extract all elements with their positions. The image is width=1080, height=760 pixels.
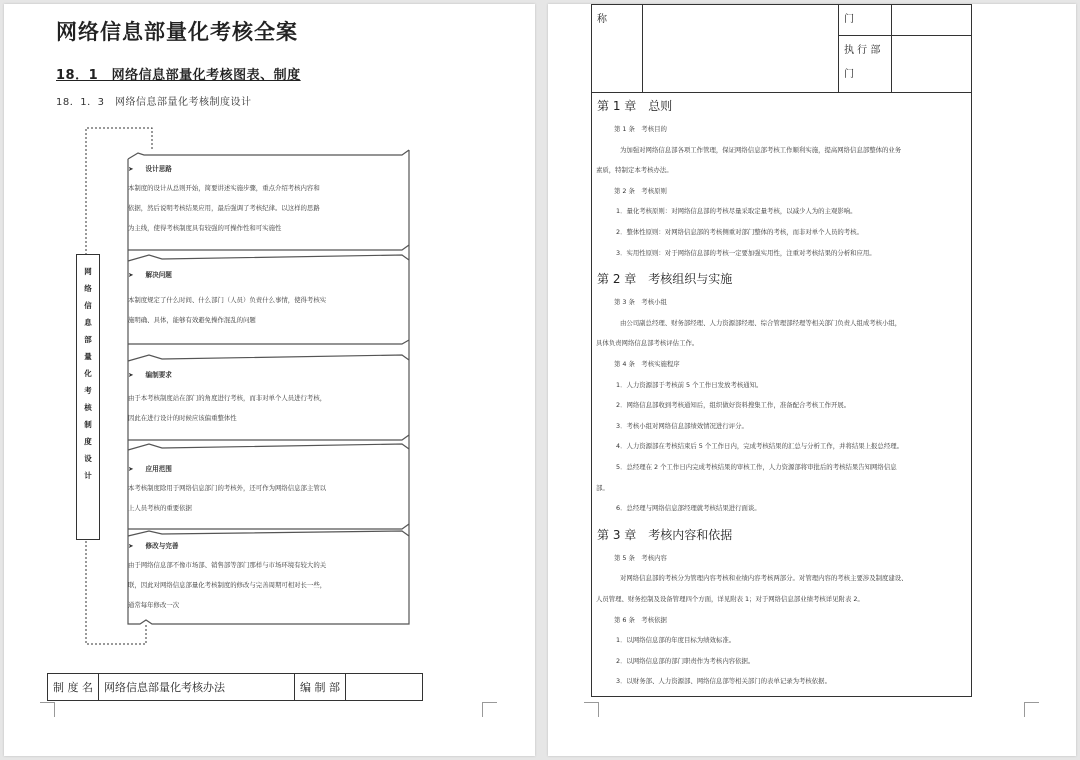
- crop-mark: [1024, 702, 1039, 717]
- body-line: 2．以网络信息部的部门职责作为考核内容依据。: [616, 656, 755, 665]
- body-line: 为加强对网络信息部各项工作管理，保证网络信息部考核工作顺利实施，提高网络信息部整体的业务: [620, 145, 902, 154]
- card-requirements: [128, 366, 404, 428]
- side-label-char: 考: [84, 386, 92, 395]
- crop-mark: [482, 702, 497, 717]
- arrow-icon: ➤: [128, 271, 134, 279]
- card-design-approach: [128, 160, 404, 238]
- body-line: 素质，特制定本考核办法。: [596, 166, 673, 175]
- article-heading: 第 5 条 考核内容: [614, 553, 667, 562]
- form-label-name: 制 度 名: [48, 674, 99, 701]
- form-value-name: 网络信息部量化考核办法: [99, 674, 295, 701]
- table-cell-empty: [643, 5, 839, 93]
- card-line: 由于网络信息部不像市场部、销售部等部门那样与市场环境有较大的关: [128, 561, 327, 569]
- card-revision: [128, 537, 404, 615]
- body-line: 2．网络信息部收到考核通知后，组织做好资料搜集工作，准备配合考核工作开展。: [616, 401, 851, 410]
- document-page-left: [4, 4, 535, 756]
- card-line: 通常每年修改一次: [128, 601, 180, 609]
- arrow-icon: ➤: [128, 542, 134, 550]
- regulation-header-table: [591, 4, 972, 93]
- body-line: 5．总经理在 2 个工作日内完成考核结果的审核工作，人力资源部将审批后的考核结果告知网络信息: [616, 463, 897, 471]
- regulation-body: [591, 91, 972, 697]
- body-line: 由公司副总经理、财务部经理、人力资源部经理、综合管理部经理等相关部门负责人组成考核小组，: [620, 318, 902, 327]
- card-problems-solved: [128, 266, 404, 330]
- side-label-char: 网: [84, 267, 92, 276]
- exec-dept-line: 门: [844, 69, 854, 80]
- arrow-icon: ➤: [128, 465, 134, 473]
- card-heading: 修改与完善: [145, 542, 179, 550]
- section-title: 18．1 网络信息部量化考核图表、制度: [56, 68, 301, 83]
- table-cell-empty: [892, 5, 972, 36]
- card-heading: 编制要求: [145, 371, 172, 379]
- article-heading: 第 4 条 考核实施程序: [614, 360, 680, 368]
- subsection-title: 18．1．3 网络信息部量化考核制度设计: [56, 97, 252, 108]
- card-line: 本考核制度除用于网络信息部门的考核外，还可作为网络信息部主管以: [128, 484, 327, 492]
- document-title: 网络信息部量化考核全案: [56, 20, 298, 44]
- card-line: 联，因此对网络信息部量化考核制度的修改与完善周期可相对长一些，: [128, 581, 327, 589]
- body-line: 具体负责网络信息部考核评估工作。: [596, 339, 699, 348]
- crop-mark: [40, 702, 55, 717]
- table-cell-exec-dept: [839, 36, 892, 93]
- table-cell-name: 称: [592, 5, 643, 93]
- arrow-icon: ➤: [128, 165, 134, 173]
- crop-mark: [584, 702, 599, 717]
- body-line: 1．人力资源部于考核前 5 个工作日发放考核通知。: [616, 380, 763, 389]
- card-line: 本制度的设计从总则开始，简要讲述实施步骤，重点介绍考核内容和: [128, 184, 320, 192]
- card-line: 为主线，使得考核制度具有较强的可操作性和可实施性: [128, 224, 282, 232]
- body-line: 3．考核小组对网络信息部绩效情况进行评分。: [616, 421, 748, 430]
- side-label-char: 化: [84, 369, 92, 378]
- card-line: 上人员考核的重要依据: [128, 504, 192, 512]
- regulation-form-table: [47, 673, 423, 701]
- side-label-char: 制: [84, 420, 92, 429]
- side-label-char: 息: [84, 318, 92, 327]
- body-line: 1．以网络信息部的年度目标为绩效标准。: [616, 636, 736, 645]
- side-label-char: 信: [84, 301, 92, 310]
- form-label-dept: 编 制 部: [295, 674, 346, 701]
- side-label-char: 设: [84, 454, 92, 463]
- chapter-heading: 第 1 章 总则: [597, 99, 673, 113]
- arrow-icon: ➤: [128, 371, 134, 379]
- card-scope: [128, 460, 404, 518]
- card-line: 因此在进行设计的时候应该偏重整体性: [128, 414, 237, 422]
- side-label-char: 度: [84, 437, 92, 446]
- form-value-dept: [346, 674, 423, 701]
- body-line: 6．总经理与网络信息部经理就考核结果进行面谈。: [616, 504, 761, 513]
- body-line: 人员管理、财务控制及设备管理四个方面，详见附表 1；对于网络信息部业绩考核详见附表 2。: [596, 595, 864, 603]
- body-line: 对网络信息部的考核分为管理内容考核和业绩内容考核两部分。对管理内容的考核主要涉及制度建设、: [620, 574, 908, 583]
- body-line: 部。: [596, 483, 609, 492]
- side-label-char: 计: [84, 471, 92, 480]
- card-line: 依据，然后说明考核结果应用，最后强调了考核纪律。以这样的思路: [128, 204, 320, 212]
- body-line: 2．整体性原则：对网络信息部的考核侧重对部门整体的考核，而非对单个人员的考核。: [616, 228, 863, 236]
- table-cell-dept: 门: [839, 5, 892, 36]
- chapter-heading: 第 3 章 考核内容和依据: [597, 527, 733, 542]
- article-heading: 第 2 条 考核原则: [614, 186, 667, 195]
- side-label-box: [76, 254, 100, 540]
- card-heading: 应用范围: [145, 465, 172, 473]
- card-line: 由于本考核制度站在部门的角度进行考核，而非对单个人员进行考核，: [128, 394, 327, 402]
- body-line: 4．人力资源部在考核结束后 5 个工作日内，完成考核结果的汇总与分析工作，并将结果上报总经理。: [616, 442, 903, 451]
- side-label-char: 络: [84, 284, 92, 293]
- card-heading: 设计思路: [145, 165, 172, 173]
- article-heading: 第 6 条 考核依据: [614, 615, 667, 624]
- card-line: 施明确、具体，能够有效避免操作混乱的问题: [128, 316, 256, 324]
- card-heading: 解决问题: [145, 271, 172, 279]
- chapter-heading: 第 2 章 考核组织与实施: [597, 272, 733, 287]
- side-label-char: 部: [84, 335, 92, 344]
- body-line: 3．实用性原则：对于网络信息部的考核一定要加强实用性，注重对考核结果的分析和应用。: [616, 248, 876, 257]
- body-line: 1．量化考核原则：对网络信息部的考核尽量采取定量考核，以减少人为的主观影响。: [616, 207, 857, 216]
- card-line: 本制度规定了什么时间、什么部门（人员）负责什么事情，使得考核实: [128, 296, 327, 304]
- document-page-right: [548, 4, 1076, 756]
- exec-dept-line: 执 行 部: [844, 45, 881, 56]
- body-line: 3．以财务部、人力资源部、网络信息部等相关部门的表单记录为考核依据。: [616, 677, 831, 686]
- table-cell-empty: [892, 36, 972, 93]
- article-heading: 第 3 条 考核小组: [614, 298, 667, 307]
- side-label-char: 量: [84, 352, 92, 361]
- side-label-char: 核: [84, 403, 92, 412]
- article-heading: 第 1 条 考核目的: [614, 125, 667, 133]
